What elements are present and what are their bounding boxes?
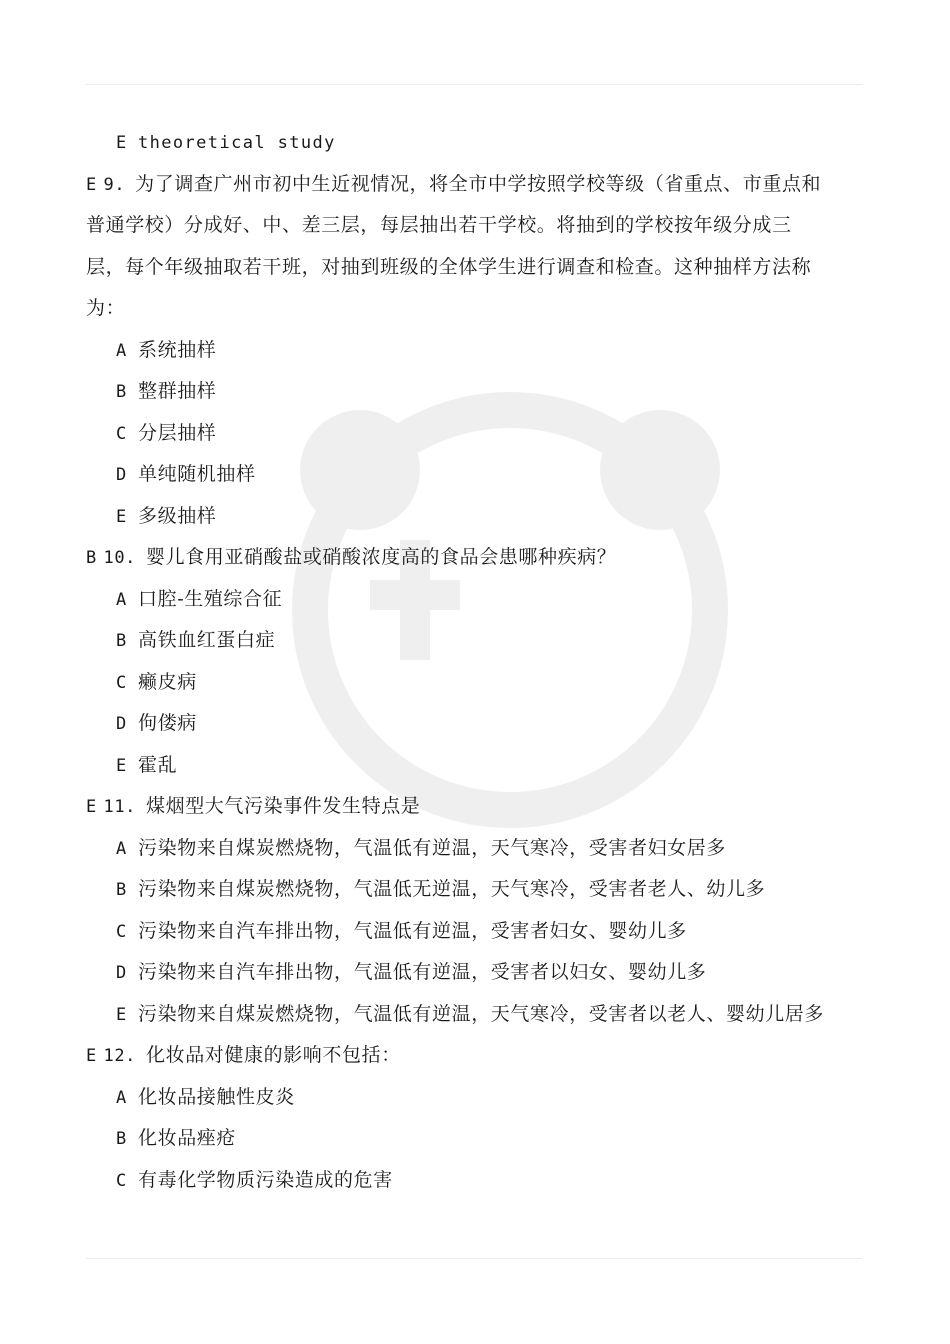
option-letter: A: [116, 838, 127, 859]
option-row: [86, 869, 876, 911]
question-number: 10.: [103, 548, 136, 568]
option-row: [86, 662, 876, 704]
option-row: [86, 330, 876, 372]
option-text: 化妆品痤疮: [138, 1127, 237, 1149]
answer-key: E: [86, 797, 97, 817]
option-text: theoretical study: [138, 133, 336, 153]
option-letter: C: [116, 672, 127, 693]
option-text: 癞皮病: [138, 670, 197, 693]
option-text: 有毒化学物质污染造成的危害: [138, 1168, 393, 1191]
question-12: [86, 1035, 876, 1077]
option-text: 污染物来自煤炭燃烧物，气温低有逆温，天气寒冷，受害者妇女居多: [138, 836, 727, 859]
option-letter: B: [116, 1129, 127, 1149]
option-row: [86, 1160, 876, 1202]
footer-rule: [86, 1258, 862, 1259]
answer-key: E: [86, 174, 97, 195]
option-text: 系统抽样: [138, 338, 217, 361]
option-letter: A: [116, 340, 127, 361]
option-letter: E: [116, 1004, 127, 1025]
option-row: [86, 413, 876, 455]
option-letter: B: [116, 880, 127, 900]
option-row: [86, 1077, 876, 1119]
question-stem: 煤烟型大气污染事件发生特点是: [146, 795, 421, 817]
option-row: [86, 911, 876, 953]
document-body: [86, 122, 876, 1201]
question-stem-line: 为：: [86, 297, 126, 319]
option-row: [86, 371, 876, 413]
option-letter: D: [116, 714, 127, 734]
question-stem-line: 普通学校）分成好、中、差三层，每层抽出若干学校。将抽到的学校按年级分成三: [86, 214, 792, 236]
option-text: 污染物来自煤炭燃烧物，气温低无逆温，天气寒冷，受害者老人、幼儿多: [138, 878, 766, 900]
question-number: 9.: [103, 174, 126, 195]
option-text: 分层抽样: [138, 421, 217, 444]
option-letter: B: [116, 631, 127, 651]
option-text: 污染物来自汽车排出物，气温低有逆温，受害者妇女、婴幼儿多: [138, 919, 687, 942]
question-11: [86, 786, 876, 828]
option-row: [86, 952, 876, 994]
option-letter: C: [116, 921, 127, 942]
option-text: 整群抽样: [138, 380, 217, 402]
option-text: 佝偻病: [138, 712, 197, 734]
option-text: 多级抽样: [138, 504, 217, 527]
option-row: [86, 620, 876, 662]
question-stem-line: [86, 164, 866, 206]
option-letter: D: [116, 465, 127, 485]
question-stem: 化妆品对健康的影响不包括：: [146, 1044, 401, 1066]
option-letter: C: [116, 1170, 127, 1191]
option-row: [86, 454, 876, 496]
option-row: [86, 994, 876, 1036]
option-row: [86, 122, 876, 164]
answer-key: B: [86, 548, 97, 568]
option-letter: E: [116, 133, 127, 153]
option-letter: A: [116, 589, 127, 610]
option-row: [86, 745, 876, 787]
option-text: 霍乱: [138, 753, 178, 776]
option-row: [86, 496, 876, 538]
question-number: 12.: [103, 1046, 136, 1066]
option-text: 高铁血红蛋白症: [138, 629, 276, 651]
question-stem: 为了调查广州市初中生近视情况，将全市中学按照学校等级（省重点、市重点和: [135, 172, 822, 195]
header-rule: [86, 84, 862, 85]
question-stem: 婴儿食用亚硝酸盐或硝酸浓度高的食品会患哪种疾病？: [146, 546, 617, 568]
option-text: 污染物来自煤炭燃烧物，气温低有逆温，天气寒冷，受害者以老人、婴幼儿居多: [138, 1002, 825, 1025]
option-text: 化妆品接触性皮炎: [138, 1085, 295, 1108]
option-text: 口腔-生殖综合征: [138, 587, 283, 610]
option-letter: A: [116, 1087, 127, 1108]
option-row: [86, 579, 876, 621]
option-letter: C: [116, 423, 127, 444]
option-text: 污染物来自汽车排出物，气温低有逆温，受害者以妇女、婴幼儿多: [138, 961, 707, 983]
question-stem-line: 层，每个年级抽取若干班，对抽到班级的全体学生进行调查和检查。这种抽样方法称: [86, 255, 812, 278]
question-10: [86, 537, 876, 579]
question-9: [86, 164, 866, 330]
option-letter: D: [116, 963, 127, 983]
answer-key: E: [86, 1046, 97, 1066]
option-row: [86, 703, 876, 745]
option-letter: E: [116, 506, 127, 527]
question-number: 11.: [103, 797, 136, 817]
option-row: [86, 1118, 876, 1160]
option-text: 单纯随机抽样: [138, 463, 256, 485]
option-letter: B: [116, 382, 127, 402]
option-letter: E: [116, 755, 127, 776]
option-row: [86, 828, 876, 870]
